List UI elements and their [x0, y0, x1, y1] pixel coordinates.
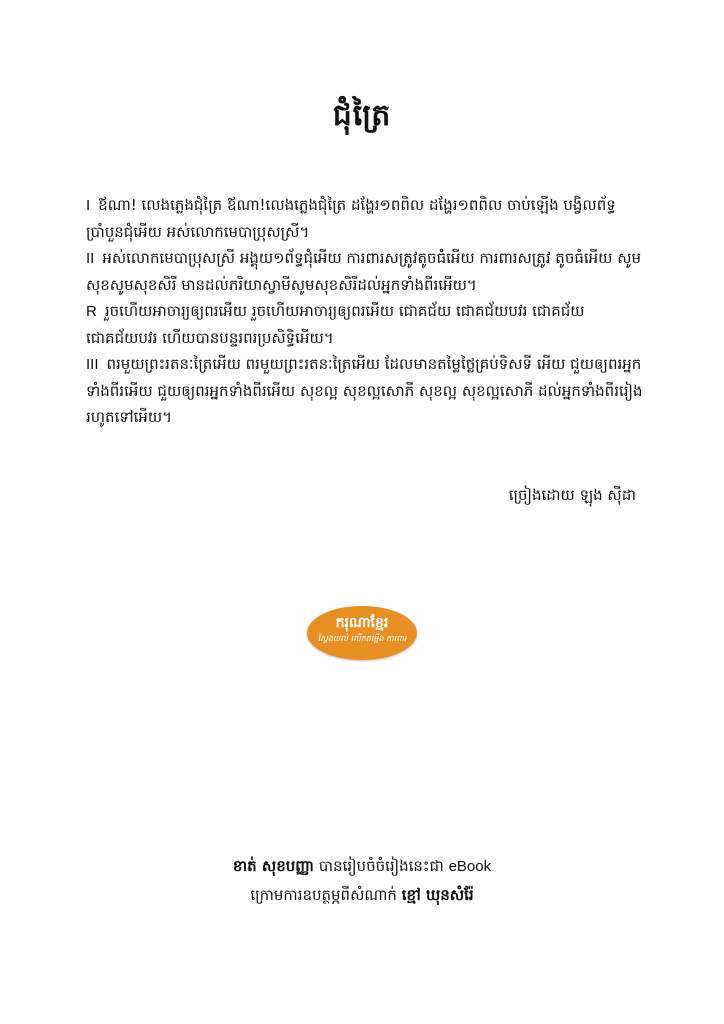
lyrics-block: [86, 192, 646, 430]
logo-tagline: ស្វែងយល់ លើកតម្កើង ការពារ: [317, 634, 407, 643]
verse-text: រួចហើយអាចារ្យឲ្យពរអើយ រួចហើយអាចារ្យឲ្យពរអើយ ជោគជ័យ ជោគជ័យបវរ ជោគជ័យ ជោគជ័យបវរ ហើយបានបន្ទរពរប្រសិទ្ធិអើយ។: [86, 302, 585, 347]
ebook-label: eBook: [448, 858, 492, 875]
verse-number: II: [86, 250, 95, 267]
verse-number: R: [86, 303, 97, 320]
verse-1: [86, 192, 646, 245]
verse-number: I: [86, 197, 91, 214]
compiler-name: ខាត់ សុខបញ្ញា: [232, 857, 314, 875]
compiler-line: [0, 852, 724, 881]
karuna-khmer-logo: [307, 606, 417, 660]
verse-text: អស់លោកមេបាប្រុសស្រី អង្គុយ១ព័ទ្ធជុំអើយ ការពារសត្រូវតូចធំអើយ ការពារសត្រូវ តូចធំអើយ សូមសុខសូមសុខសិរី មានដល់ភរិយាស្វាមីសូមសុខសិរីដល់អ្នកទាំងពីរអើយ។: [86, 249, 642, 294]
sponsor-name: ខ្មៅ ឃុនសំរ៉ែ: [401, 886, 474, 904]
page-title: ជុំត្រៃ: [332, 98, 392, 133]
refrain: [86, 298, 646, 351]
sponsor-line: [0, 881, 724, 909]
compiler-text: បានរៀបចំចំរៀងនេះជា: [314, 857, 449, 875]
singer-credit: ច្រៀងដោយ ឡុង ស៊ីដា: [508, 486, 636, 504]
ebook-credits: [0, 852, 724, 909]
logo-title: ករុណាខ្មែរ: [335, 615, 389, 631]
verse-number: III: [86, 356, 99, 373]
verse-3: [86, 351, 646, 430]
verse-text: ពរមួយព្រះរតនៈត្រៃអើយ ពរមួយព្រះរតនៈត្រៃអើយ ដែលមានតម្លៃថ្លៃគ្រប់ទិសទី អើយ ជួយឲ្យពរអ្នកទាំងពីរអើយ ជួយឲ្យពរអ្នកទាំងពីរអើយ សុខល្អ សុខល្អសោភី សុខល្អ សុខល្អសោភី ដល់អ្នកទាំងពីររៀងរហូតទៅអើយ។: [86, 355, 643, 426]
sponsor-text: ក្រោមការឧបត្ថម្ភពីសំណាក់: [250, 886, 402, 904]
verse-2: [86, 245, 646, 298]
verse-text: ឪណា! លេងភ្លេងជុំត្រៃ ឪណា!លេងភ្លេងជុំត្រៃ ដង្ហែរ១ពពិល ដង្ហែរ១ពពិល ចាប់ឡើង បង្វិលព័ទ្ធប្រាំបួនជុំអើយ អស់លោកមេបាប្រុសស្រី។: [86, 196, 616, 241]
